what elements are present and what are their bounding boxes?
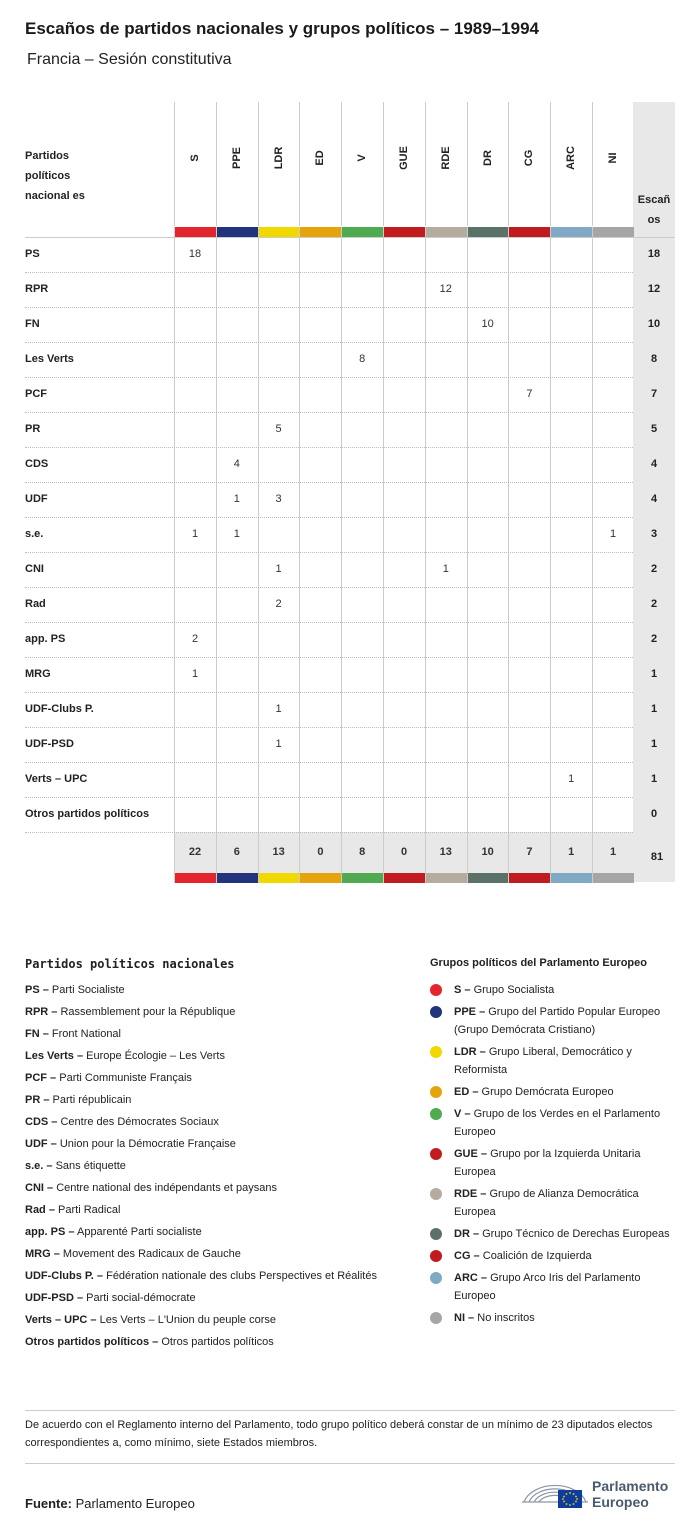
group-color-bar-bottom <box>174 873 216 883</box>
row-party-label: FN <box>25 318 40 330</box>
seat-cell: 5 <box>275 423 282 435</box>
column-header-ldr <box>258 102 299 226</box>
group-color-bar-bottom <box>216 873 258 883</box>
party-legend-code: CNI – <box>25 1182 54 1194</box>
row-total: 8 <box>650 353 658 365</box>
group-color-bar-bottom <box>508 873 550 883</box>
group-color-bar-top <box>174 227 216 237</box>
party-column-header: Partidos políticos nacional es <box>25 150 85 202</box>
column-header-dr <box>467 102 508 226</box>
party-legend-code: UDF – <box>25 1138 57 1150</box>
party-legend-code: CDS – <box>25 1116 58 1128</box>
row-total: 1 <box>650 738 658 750</box>
group-legend-code: GUE – <box>454 1148 488 1160</box>
seat-cell: 2 <box>191 633 199 645</box>
party-legend-name: Centre national des indépendants et paysans <box>56 1182 277 1194</box>
party-legend-item <box>25 1333 405 1351</box>
seat-cell: 1 <box>233 493 240 505</box>
source-label: Fuente: <box>25 1496 72 1511</box>
column-header-ed <box>299 102 340 226</box>
party-legend-code: app. PS – <box>25 1226 75 1238</box>
row-divider <box>25 482 633 483</box>
row-divider <box>25 797 633 798</box>
party-legend-item <box>25 1179 405 1197</box>
group-legend-name: Grupo Arco Iris del Parlamento Europeo <box>454 1272 641 1302</box>
row-party-label: UDF-Clubs P. <box>25 703 94 715</box>
column-header-label: GUE <box>398 146 410 170</box>
seat-cell: 10 <box>481 318 494 330</box>
row-total: 1 <box>650 773 658 785</box>
group-color-bar-top <box>299 227 341 237</box>
party-legend-name: Parti Radical <box>58 1204 121 1216</box>
group-legend-name: Grupo por la Izquierda Unitaria Europea <box>454 1148 641 1178</box>
seat-cell: 8 <box>359 353 366 365</box>
party-legend <box>25 981 405 1355</box>
row-divider <box>25 657 633 658</box>
group-legend-code: NI – <box>454 1312 475 1324</box>
party-legend-code: RPR – <box>25 1006 58 1018</box>
party-legend-item <box>25 1245 405 1263</box>
group-color-bar-bottom <box>341 873 383 883</box>
group-color-bar-bottom <box>592 873 634 883</box>
seat-cell: 1 <box>275 738 282 750</box>
row-divider <box>25 587 633 588</box>
column-header-ni <box>592 102 633 226</box>
party-legend-name: Les Verts – L'Union du peuple corse <box>99 1314 276 1326</box>
seat-cell: 1 <box>275 703 282 715</box>
seat-cell: 3 <box>275 493 282 505</box>
source-line <box>25 1496 195 1511</box>
group-legend-item <box>430 1269 680 1305</box>
row-total: 10 <box>647 318 661 330</box>
group-legend-name: No inscritos <box>477 1312 535 1324</box>
group-color-dot-icon <box>430 1228 442 1240</box>
party-legend-item <box>25 1135 405 1153</box>
group-color-bar-bottom <box>550 873 592 883</box>
seat-cell: 12 <box>439 283 452 295</box>
group-color-bar-top <box>258 227 300 237</box>
row-divider <box>25 692 633 693</box>
row-total: 18 <box>647 248 661 260</box>
row-party-label: UDF <box>25 493 48 505</box>
party-legend-name: Otros partidos políticos <box>161 1336 274 1348</box>
group-legend-name: Grupo de los Verdes en el Parlamento Europeo <box>454 1108 661 1138</box>
source-divider <box>25 1463 675 1464</box>
column-divider <box>174 227 175 883</box>
column-header-label: LDR <box>272 146 285 170</box>
group-legend-name: Grupo Técnico de Derechas Europeas <box>482 1228 670 1240</box>
group-color-dot-icon <box>430 1272 442 1284</box>
row-divider <box>25 377 633 378</box>
column-header-s <box>174 102 215 226</box>
column-header-label: S <box>189 154 201 162</box>
column-total: 0 <box>400 846 408 858</box>
party-legend-name: Union pour la Démocratie Française <box>59 1138 236 1150</box>
party-legend-code: UDF-Clubs P. – <box>25 1270 104 1282</box>
group-color-dot-icon <box>430 1006 442 1018</box>
group-legend-item <box>430 1105 680 1141</box>
party-legend-name: Parti Socialiste <box>51 984 125 996</box>
column-header-label: CG <box>523 149 536 167</box>
page-title: Escaños de partidos nacionales y grupos políticos – 1989–1994 <box>25 19 539 38</box>
row-party-label: Les Verts <box>25 353 74 365</box>
column-total: 6 <box>233 846 240 858</box>
group-color-bar-top <box>425 227 467 237</box>
group-color-bar-top <box>341 227 383 237</box>
party-legend-item <box>25 1201 405 1219</box>
party-legend-name: Parti Communiste Français <box>59 1072 192 1084</box>
row-total: 1 <box>650 668 658 680</box>
column-total: 0 <box>317 846 324 858</box>
group-legend-code: DR – <box>454 1228 480 1240</box>
group-legend-code: CG – <box>454 1250 480 1262</box>
group-legend-item <box>430 1225 680 1243</box>
group-legend-item <box>430 1247 680 1265</box>
group-legend-item <box>430 1185 680 1221</box>
column-divider <box>299 227 300 883</box>
party-legend-code: MRG – <box>25 1248 60 1260</box>
group-legend-code: RDE – <box>454 1188 487 1200</box>
column-header-label: V <box>356 154 369 162</box>
ep-logo-line2: Europeo <box>592 1494 649 1510</box>
group-legend-code: ARC – <box>454 1272 488 1284</box>
group-color-bar-bottom <box>258 873 300 883</box>
party-legend-name: Movement des Radicaux de Gauche <box>62 1248 241 1260</box>
row-total: 4 <box>650 458 658 470</box>
group-color-bar-top <box>550 227 592 237</box>
group-color-bar-top <box>592 227 634 237</box>
row-party-label: CNI <box>25 563 44 575</box>
row-divider <box>25 272 633 273</box>
header-divider <box>25 237 675 238</box>
row-party-label: Verts – UPC <box>25 773 88 785</box>
row-total: 2 <box>650 598 658 610</box>
party-legend-item <box>25 1113 405 1131</box>
seat-cell: 1 <box>275 563 282 575</box>
group-color-dot-icon <box>430 1046 442 1058</box>
column-total: 1 <box>568 846 575 858</box>
column-header-cg <box>508 102 549 226</box>
row-total: 5 <box>650 423 658 435</box>
row-party-label: Rad <box>25 598 46 610</box>
party-legend-item <box>25 1289 405 1307</box>
group-color-dot-icon <box>430 1188 442 1200</box>
group-legend-code: S – <box>454 984 471 996</box>
party-legend-code: Les Verts – <box>25 1050 84 1062</box>
group-legend-item <box>430 1309 680 1327</box>
row-party-label: Otros partidos políticos <box>25 808 150 820</box>
group-color-dot-icon <box>430 1250 442 1262</box>
party-legend-name: Apparenté Parti socialiste <box>76 1226 202 1238</box>
row-total: 0 <box>650 808 658 820</box>
group-color-bar-bottom <box>467 873 509 883</box>
seat-cell: 1 <box>191 528 199 540</box>
column-header-label: ARC <box>565 146 578 170</box>
party-legend-item <box>25 1003 405 1021</box>
column-header-v <box>341 102 382 226</box>
group-legend-name: Grupo Socialista <box>473 984 555 996</box>
group-legend-name: Grupo Liberal, Democrático y Reformista <box>454 1046 632 1076</box>
party-legend-item <box>25 1267 405 1285</box>
row-party-label: PR <box>25 423 41 435</box>
grand-total: 81 <box>650 851 664 863</box>
group-legend-name: Grupo del Partido Popular Europeo (Grupo Demócrata Cristiano) <box>454 1006 661 1036</box>
footnote: De acuerdo con el Reglamento interno del Parlamento, todo grupo político deberá constar de un mínimo de 23 diputados electos correspondientes a, como mínimo, siete Estados miembros. <box>25 1419 653 1449</box>
seat-cell: 1 <box>442 563 449 575</box>
column-total: 7 <box>526 846 533 858</box>
party-legend-code: Rad – <box>25 1204 55 1216</box>
row-divider <box>25 622 633 623</box>
party-legend-name: Sans étiquette <box>55 1160 126 1172</box>
ep-logo-text <box>592 1478 668 1510</box>
column-divider <box>258 227 259 883</box>
row-divider <box>25 727 633 728</box>
page-subtitle: Francia – Sesión constitutiva <box>27 51 232 68</box>
column-header-label: RDE <box>439 146 452 170</box>
seat-cell: 1 <box>191 668 199 680</box>
group-color-bar-top <box>508 227 550 237</box>
group-color-dot-icon <box>430 1312 442 1324</box>
party-legend-code: FN – <box>25 1028 49 1040</box>
group-legend-item <box>430 1083 680 1101</box>
party-legend-code: PCF – <box>25 1072 57 1084</box>
column-total: 8 <box>359 846 366 858</box>
row-party-label: s.e. <box>25 528 44 540</box>
group-legend-code: ED – <box>454 1086 479 1098</box>
group-legend-item <box>430 1003 680 1039</box>
party-legend-name: Rassemblement pour la République <box>60 1006 236 1018</box>
row-divider <box>25 832 633 833</box>
party-legend-name: Centre des Démocrates Sociaux <box>60 1116 219 1128</box>
party-legend-item <box>25 981 405 999</box>
column-total: 13 <box>272 846 285 858</box>
column-total: 1 <box>609 846 617 858</box>
row-total: 12 <box>647 283 661 295</box>
group-legend-name: Grupo Demócrata Europeo <box>481 1086 614 1098</box>
group-color-bar-bottom <box>299 873 341 883</box>
group-color-dot-icon <box>430 984 442 996</box>
row-divider <box>25 412 633 413</box>
group-legend <box>430 981 680 1331</box>
column-divider <box>216 227 217 883</box>
row-party-label: PS <box>25 248 40 260</box>
group-legend-item <box>430 981 680 999</box>
row-party-label: PCF <box>25 388 47 400</box>
column-divider <box>383 227 384 883</box>
column-header-rde <box>425 102 466 226</box>
row-divider <box>25 342 633 343</box>
group-color-bar-bottom <box>425 873 467 883</box>
party-legend-item <box>25 1311 405 1329</box>
column-header-label: ED <box>314 150 327 166</box>
column-divider <box>341 227 342 883</box>
group-color-dot-icon <box>430 1086 442 1098</box>
column-total: 10 <box>481 846 494 858</box>
party-legend-item <box>25 1157 405 1175</box>
total-column-header: Escañ os <box>637 194 671 226</box>
party-legend-name: Front National <box>51 1028 121 1040</box>
group-color-bar-bottom <box>383 873 425 883</box>
row-divider <box>25 307 633 308</box>
group-legend-title: Grupos políticos del Parlamento Europeo <box>430 957 647 969</box>
party-legend-code: Otros partidos políticos – <box>25 1336 159 1348</box>
column-total: 13 <box>439 846 452 858</box>
party-legend-name: Europe Écologie – Les Verts <box>86 1050 225 1062</box>
group-legend-name: Grupo de Alianza Democrática Europea <box>454 1188 639 1218</box>
row-total: 2 <box>650 633 658 645</box>
column-header-arc <box>550 102 591 226</box>
row-party-label: MRG <box>25 668 51 680</box>
group-color-bar-top <box>216 227 258 237</box>
column-header-label: DR <box>481 150 494 166</box>
party-legend-code: Verts – UPC – <box>25 1314 97 1326</box>
group-color-bar-top <box>467 227 509 237</box>
seat-cell: 1 <box>609 528 617 540</box>
party-legend-item <box>25 1069 405 1087</box>
source-value: Parlamento Europeo <box>75 1496 195 1511</box>
footnote-divider <box>25 1410 675 1411</box>
row-party-label: UDF-PSD <box>25 738 74 750</box>
row-party-label: CDS <box>25 458 49 470</box>
group-color-bar-top <box>383 227 425 237</box>
column-divider <box>425 227 426 883</box>
party-legend-item <box>25 1047 405 1065</box>
party-legend-code: s.e. – <box>25 1160 53 1172</box>
party-legend-code: PS – <box>25 984 49 996</box>
row-party-label: RPR <box>25 283 49 295</box>
ep-logo-line1: Parlamento <box>592 1478 669 1494</box>
group-legend-name: Coalición de Izquierda <box>482 1250 592 1262</box>
party-legend-title: Partidos políticos nacionales <box>25 957 235 971</box>
seat-cell: 1 <box>233 528 240 540</box>
party-legend-name: Fédération nationale des clubs Perspectives et Réalités <box>106 1270 377 1282</box>
seat-cell: 2 <box>275 598 282 610</box>
party-legend-code: PR – <box>25 1094 50 1106</box>
party-legend-name: Parti social-démocrate <box>86 1292 196 1304</box>
party-legend-item <box>25 1223 405 1241</box>
row-total: 2 <box>650 563 658 575</box>
column-header-ppe <box>216 102 257 226</box>
column-total: 22 <box>188 846 202 858</box>
row-total: 1 <box>650 703 658 715</box>
group-color-dot-icon <box>430 1108 442 1120</box>
seat-cell: 18 <box>188 248 202 260</box>
party-legend-code: UDF-PSD – <box>25 1292 84 1304</box>
group-color-dot-icon <box>430 1148 442 1160</box>
seat-cell: 4 <box>233 458 240 470</box>
row-divider <box>25 517 633 518</box>
row-divider <box>25 447 633 448</box>
row-total: 3 <box>650 528 658 540</box>
row-party-label: app. PS <box>25 633 66 645</box>
row-total: 7 <box>650 388 658 400</box>
group-legend-code: V – <box>454 1108 471 1120</box>
group-legend-item <box>430 1043 680 1079</box>
group-legend-item <box>430 1145 680 1181</box>
group-legend-code: LDR – <box>454 1046 486 1058</box>
party-legend-item <box>25 1025 405 1043</box>
group-legend-code: PPE – <box>454 1006 486 1018</box>
column-header-label: NI <box>607 152 619 164</box>
party-legend-item <box>25 1091 405 1109</box>
party-legend-name: Parti républicain <box>52 1094 132 1106</box>
column-header-gue <box>383 102 424 226</box>
column-header-label: PPE <box>230 146 243 170</box>
row-divider <box>25 762 633 763</box>
seat-cell: 1 <box>568 773 575 785</box>
seat-cell: 7 <box>526 388 533 400</box>
row-total: 4 <box>650 493 658 505</box>
row-divider <box>25 552 633 553</box>
